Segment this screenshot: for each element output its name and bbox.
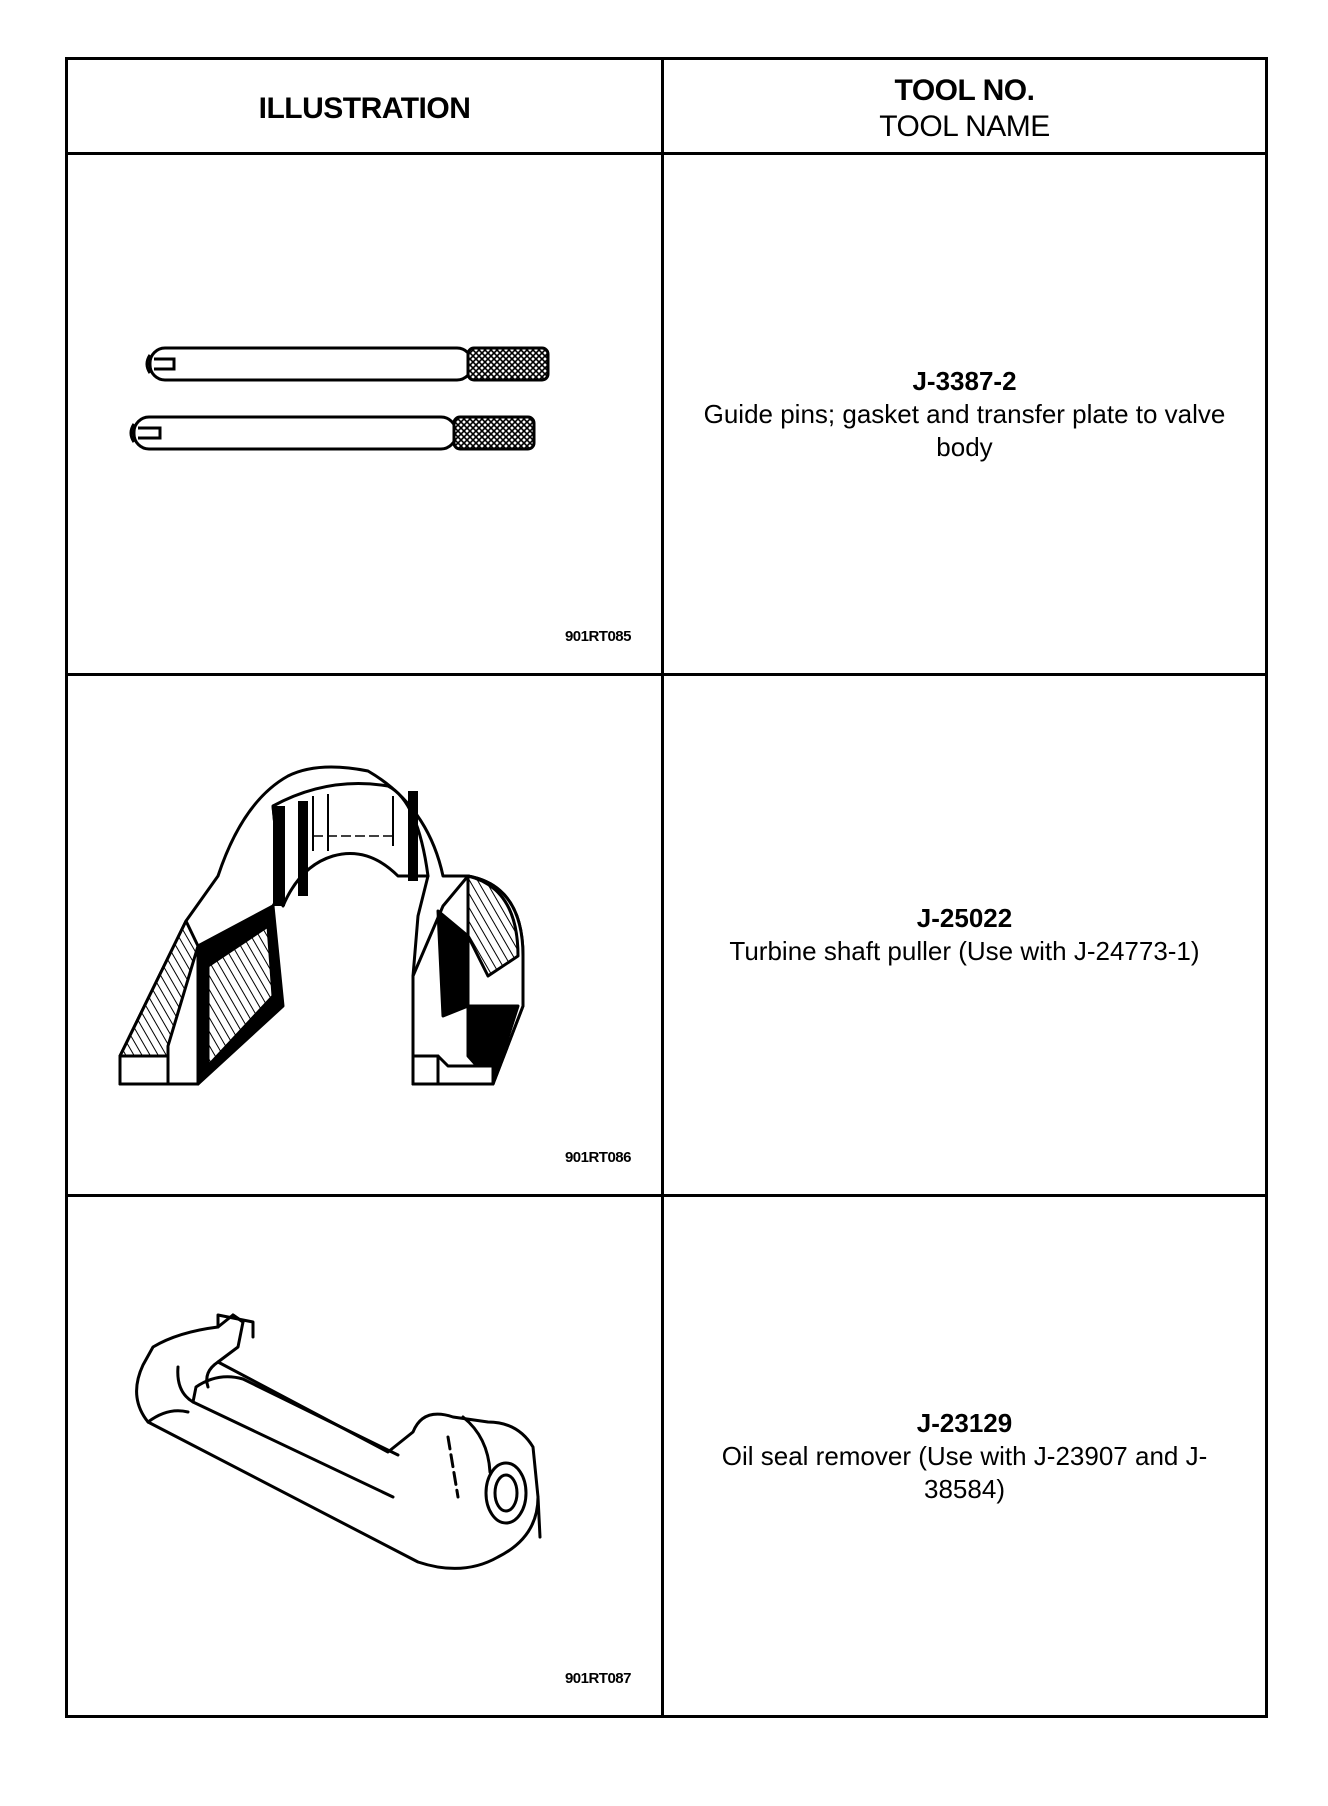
- tool-cell: [663, 1196, 1267, 1717]
- tool-number: J-3387-2: [912, 365, 1017, 396]
- table-row: [67, 1196, 1267, 1717]
- guide-pin-upper: [147, 348, 548, 380]
- figure-code: 901RT087: [564, 1670, 631, 1687]
- header-illustration: [67, 59, 663, 154]
- guide-pins-illustration: [68, 155, 664, 673]
- tool-cell: [663, 154, 1267, 675]
- illustration-cell: [67, 1196, 663, 1717]
- tool-name: Oil seal remover (Use with J-23907 and J-38584): [721, 1440, 1208, 1504]
- table-row: [67, 675, 1267, 1196]
- header-tool: [663, 59, 1267, 154]
- header-illustration-label: ILLUSTRATION: [258, 92, 471, 125]
- tool-number: J-25022: [916, 903, 1013, 933]
- figure-code: 901RT086: [564, 1149, 631, 1166]
- tool-number: J-23129: [916, 1407, 1013, 1438]
- table-row: [67, 154, 1267, 675]
- turbine-shaft-puller-illustration: [68, 676, 664, 1194]
- tool-name: Turbine shaft puller (Use with J-24773-1): [729, 936, 1200, 966]
- tool-name: Guide pins; gasket and transfer plate to valve body: [703, 398, 1226, 462]
- guide-pin-lower: [131, 417, 534, 449]
- illustration-cell: [67, 154, 663, 675]
- oil-seal-remover-illustration: [68, 1197, 664, 1715]
- table-header-row: [67, 59, 1267, 154]
- tool-cell: [663, 675, 1267, 1196]
- figure-code: 901RT085: [564, 628, 631, 645]
- header-tool-name-label: TOOL NAME: [879, 110, 1050, 143]
- header-tool-no-label: TOOL NO.: [894, 74, 1035, 107]
- illustration-cell: [67, 675, 663, 1196]
- special-tools-table: [65, 57, 1268, 1718]
